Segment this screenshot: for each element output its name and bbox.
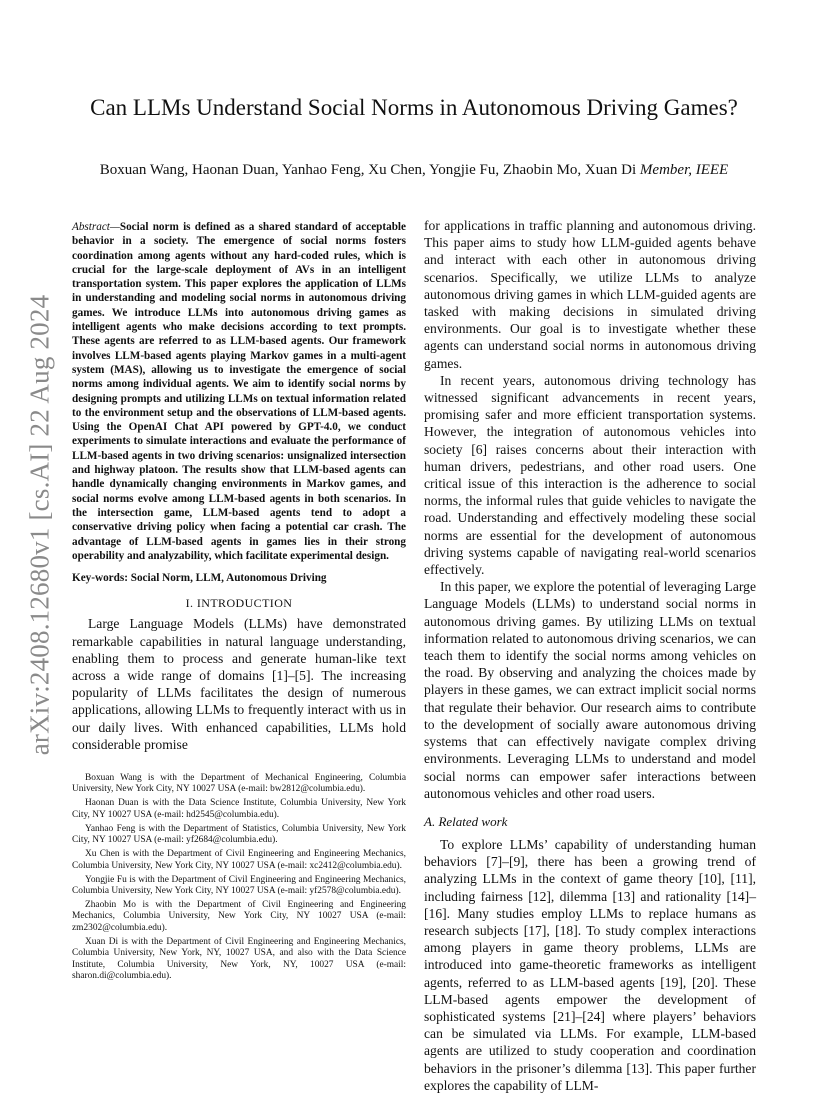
section-heading-first-letter: I (196, 596, 202, 611)
body-paragraph: In recent years, autonomous driving technology has witnessed significant advancements in recent years, promising safer and more efficient transportation systems. However, the integration of autonomous vehicles into society [6] raises concerns about their interaction with human drivers, pedestrians, and other road users. One critical issue of this interaction is the adherence to social norms, the informal rules that guide vehicles to navigate the road. Understanding and effectively modeling these social norms are essential for the development of autonomous driving systems capable of navigating real-world scenarios effectively. (424, 372, 756, 578)
paper-title: Can LLMs Understand Social Norms in Autonomous Driving Games? (90, 95, 738, 120)
right-column (424, 217, 756, 1094)
section-heading-rest: NTRODUCTION (201, 596, 293, 611)
author-role: Member, IEEE (639, 162, 729, 178)
footnote: Xuan Di is with the Department of Civil Engineering and Engineering Mechanics, Columbia University, New York, NY, 10027 USA, and also with the Data Science Institute, Columbia University, New York, NY, 10027 USA (e-mail: sharon.di@columbia.edu). (72, 936, 406, 982)
footnote: Zhaobin Mo is with the Department of Civil Engineering and Engineering Mechanics, Columbia University, New York City, NY 10027 USA (e-mail: zm2302@columbia.edu). (72, 900, 406, 933)
body-paragraph: To explore LLMs’ capability of understanding human behaviors [7]–[9], there has been a growing trend of analyzing LLMs in the context of game theory [10], [11], including fairness [12], dilemma [13] and rationality [14]–[16]. Many studies employ LLMs to replace humans as research subjects [17], [18]. To study complex interactions among players in game theory problems, LLMs are introduced into game-theoretic frameworks as intelligent agents, referred to as LLM-based agents [19], [20]. These LLM-based agents empower the development of sophisticated systems [21]–[24] where players’ behaviors can be simulated via LLMs. For example, LLM-based agents are utilized to study cooperation and coordination behaviors in the prisoner’s dilemma [13]. This paper further explores the capability of LLM- (424, 836, 756, 1093)
abstract-text: Social norm is defined as a shared standard of acceptable behavior in a society. The emergence of social norms fosters coordination among agents without any hard-coded rules, which is crucial for the large-scale deployment of AVs in an intelligent transportation system. This paper explores the application of LLMs in understanding and modeling social norms in autonomous driving games. We introduce LLMs into autonomous driving games as intelligent agents who make decisions according to text prompts. These agents are referred to as LLM-based agents. Our framework involves LLM-based agents playing Markov games in a multi-agent system (MAS), allowing us to investigate the emergence of social norms among individual agents. We aim to identify social norms by designing prompts and utilizing LLMs on textual information related to the environment setup and the observations of LLM-based agents. Using the OpenAI Chat API powered by GPT-4.0, we conduct experiments to simulate interactions and evaluate the performance of LLM-based agents in two driving scenarios: unsignalized intersection and highway platoon. The results show that LLM-based agents can handle dynamically changing environments in Markov games, and social norms evolve among LLM-based agents in both scenarios. In the intersection game, LLM-based agents tend to adopt a conservative driving policy when facing a potential car crash. The advantage of LLM-based agents in games lies in their strong operability and analyzability, which facilitate experimental design. (72, 221, 406, 562)
abstract-lead: Abstract— (72, 221, 120, 233)
footnote: Haonan Duan is with the Data Science Institute, Columbia University, New York City, NY 10027 USA (e-mail: hd2545@columbia.edu). (72, 798, 406, 820)
intro-paragraph: Large Language Models (LLMs) have demonstrated remarkable capabilities in natural language understanding, enabling them to process and generate human-like text across a wide range of domains [1]–[5]. The increasing popularity of LLMs facilitates the design of numerous applications, allowing LLMs to frequently interact with us in our daily lives. With enhanced capabilities, LLMs hold considerable promise (72, 616, 406, 752)
footnote: Xu Chen is with the Department of Civil Engineering and Engineering Mechanics, Columbia University, New York City, NY 10027 USA (e-mail: xc2412@columbia.edu). (72, 849, 406, 871)
subsection-heading: A. Related work (424, 813, 508, 829)
footnote: Boxuan Wang is with the Department of Mechanical Engineering, Columbia University, New York City, NY 10027 USA (e-mail: bw2812@columbia.edu). (72, 773, 406, 795)
arxiv-watermark (20, 290, 60, 760)
footnote: Yanhao Feng is with the Department of Statistics, Columbia University, New York City, NY 10027 USA (e-mail: yf2684@columbia.edu). (72, 823, 406, 846)
body-paragraph: for applications in traffic planning and autonomous driving. This paper aims to study how LLM-guided agents behave and interact with each other in autonomous driving scenarios. Specifically, we utilize LLMs to analyze autonomous driving games in which LLM-guided agents are tasked with making decisions in simulated driving environments. Our goal is to investigate whether these agents can understand social norms in autonomous driving games. (424, 218, 756, 371)
section-numeral: I. (185, 596, 197, 611)
author-list (0, 160, 828, 180)
keywords: Key-words: Social Norm, LLM, Autonomous Driving (72, 572, 327, 585)
abstract (72, 220, 406, 563)
left-column (72, 220, 406, 985)
body-paragraph: In this paper, we explore the potential of leveraging Large Language Models (LLMs) to understand social norms in autonomous driving games. By utilizing LLMs on textual information related to autonomous driving scenarios, we can teach them to identify the social norms among vehicles on the road. By observing and analyzing the choices made by players in these games, we can extract implicit social norms that regulate their behavior. Our research aims to contribute to the development of socially aware autonomous driving systems that can effectively navigate complex driving environments. Leveraging LLMs to understand and model social norms can empower safer interactions between autonomous vehicles and other road users. (424, 579, 756, 801)
arxiv-id: arXiv:2408.12680v1 [cs.AI] 22 Aug 2024 (24, 294, 55, 756)
section-heading-introduction (72, 596, 406, 611)
footnotes (72, 773, 406, 982)
author-names: Boxuan Wang, Haonan Duan, Yanhao Feng, Xu Chen, Yongjie Fu, Zhaobin Mo, Xuan Di (99, 162, 637, 178)
footnote: Yongjie Fu is with the Department of Civil Engineering and Engineering Mechanics, Columbia University, New York City, NY 10027 USA (e-mail: yf2578@columbia.edu). (72, 874, 406, 897)
